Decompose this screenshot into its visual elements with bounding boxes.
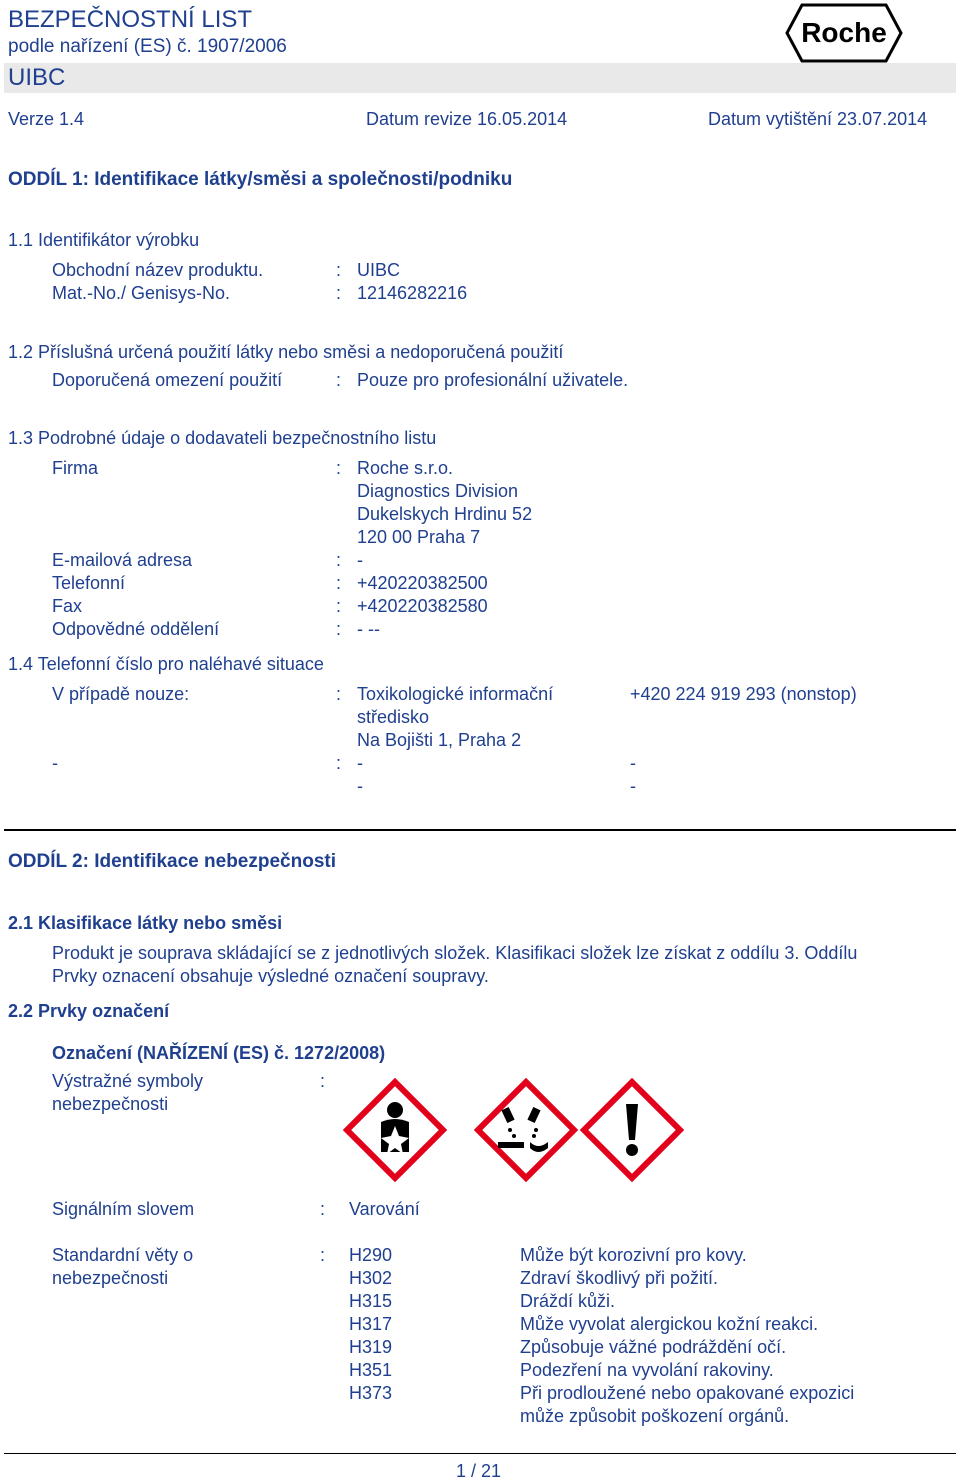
phone-value: +420220382500 [357,573,488,593]
signal-value: Varování [349,1199,420,1219]
s22-subtitle: Označení (NAŘÍZENÍ (ES) č. 1272/2008) [52,1043,386,1063]
h-code: H373 [349,1383,393,1403]
health-hazard-icon [343,1078,447,1182]
signal-label: Signálním slovem [52,1199,195,1219]
fax-value: +420220382580 [357,596,488,616]
sep: : [336,619,342,639]
sep: : [320,1245,326,1265]
email-label: E-mailová adresa [52,550,193,570]
sep: : [336,458,342,478]
product-name: UIBC [8,64,66,91]
firma-line: Dukelskych Hrdinu 52 [357,504,533,524]
mat-no-label: Mat.-No./ Genisys-No. [52,283,231,303]
h-code: H315 [349,1291,393,1311]
firma-label: Firma [52,458,98,478]
mat-no-value: 12146282216 [357,283,468,303]
section1-title: ODDÍL 1: Identifikace látky/směsi a společnosti/podniku [8,169,513,190]
h-text: Může být korozivní pro kovy. [520,1245,747,1265]
h-code: H317 [349,1314,393,1334]
emergency-center: Na Bojišti 1, Praha 2 [357,730,522,750]
product-name-label: Obchodní název produktu. [52,260,264,280]
s21-text: Prvky oznacení obsahuje výsledné označení soupravy. [52,966,489,986]
phone-label: Telefonní [52,573,126,593]
s21-title: 2.1 Klasifikace látky nebo směsi [8,913,283,933]
sep: : [336,550,342,570]
svg-text:Roche: Roche [801,17,887,48]
emergency-row2-right: - [630,753,636,773]
symbols-label: Výstražné symboly [52,1071,204,1091]
sep: : [320,1071,326,1091]
section2-title: ODDÍL 2: Identifikace nebezpečnosti [8,851,337,872]
emergency-row2-center: - [357,776,363,796]
sep: : [336,283,342,303]
product-name-value: UIBC [357,260,401,280]
email-value: - [357,550,363,570]
regulation: podle nařízení (ES) č. 1907/2006 [8,36,287,57]
h-code: H319 [349,1337,393,1357]
emergency-center: Toxikologické informační [357,684,554,704]
sep: : [336,573,342,593]
emergency-label: V případě nouze: [52,684,190,704]
emergency-row2-right: - [630,776,636,796]
sep: : [336,753,342,773]
use-restriction-label: Doporučená omezení použití [52,370,283,390]
print-date: Datum vytištění 23.07.2014 [708,109,928,129]
sep: : [320,1199,326,1219]
s12-title: 1.2 Příslušná určená použití látky nebo směsi a nedoporučená použití [8,342,564,362]
fax-label: Fax [52,596,83,616]
sep: : [336,260,342,280]
sep: : [336,370,342,390]
h-text: Zdraví škodlivý při požití. [520,1268,719,1288]
section-divider [4,829,956,831]
h-code: H302 [349,1268,393,1288]
emergency-row2-label: - [52,753,58,773]
h-code: H351 [349,1360,393,1380]
firma-line: Roche s.r.o. [357,458,454,478]
hstatements-label: nebezpečnosti [52,1268,169,1288]
emergency-center: středisko [357,707,430,727]
page-number: 1 / 21 [456,1461,502,1481]
s21-text: Produkt je souprava skládající se z jednotlivých složek. Klasifikaci složek lze získat z oddílu 3. Oddílu [52,943,858,963]
header-band [4,63,956,93]
roche-logo [784,2,904,64]
symbols-label: nebezpečnosti [52,1094,169,1114]
h-text: Může vyvolat alergickou kožní reakci. [520,1314,819,1334]
h-code: H290 [349,1245,393,1265]
sep: : [336,596,342,616]
h-text: Při prodloužené nebo opakované expozici [520,1383,855,1403]
h-text: Způsobuje vážné podráždění očí. [520,1337,787,1357]
s13-title: 1.3 Podrobné údaje o dodavateli bezpečnostního listu [8,428,437,448]
version: Verze 1.4 [8,109,85,129]
firma-line: Diagnostics Division [357,481,519,501]
s14-title: 1.4 Telefonní číslo pro naléhavé situace [8,654,324,674]
h-text: může způsobit poškození orgánů. [520,1406,790,1426]
doc-title: BEZPEČNOSTNÍ LIST [8,6,253,33]
sep: : [336,684,342,704]
revision-date: Datum revize 16.05.2014 [366,109,568,129]
footer-divider [4,1453,956,1454]
emergency-phone: +420 224 919 293 (nonstop) [630,684,857,704]
hstatements-label: Standardní věty o [52,1245,194,1265]
dept-label: Odpovědné oddělení [52,619,220,639]
firma-line: 120 00 Praha 7 [357,527,481,547]
use-restriction-value: Pouze pro profesionální uživatele. [357,370,629,390]
emergency-row2-center: - [357,753,363,773]
h-text: Dráždí kůži. [520,1291,616,1311]
exclamation-icon [580,1078,684,1182]
s11-title: 1.1 Identifikátor výrobku [8,230,200,250]
h-text: Podezření na vyvolání rakoviny. [520,1360,774,1380]
s22-title: 2.2 Prvky označení [8,1001,170,1021]
corrosion-icon [474,1078,578,1182]
dept-value: - -- [357,619,380,639]
